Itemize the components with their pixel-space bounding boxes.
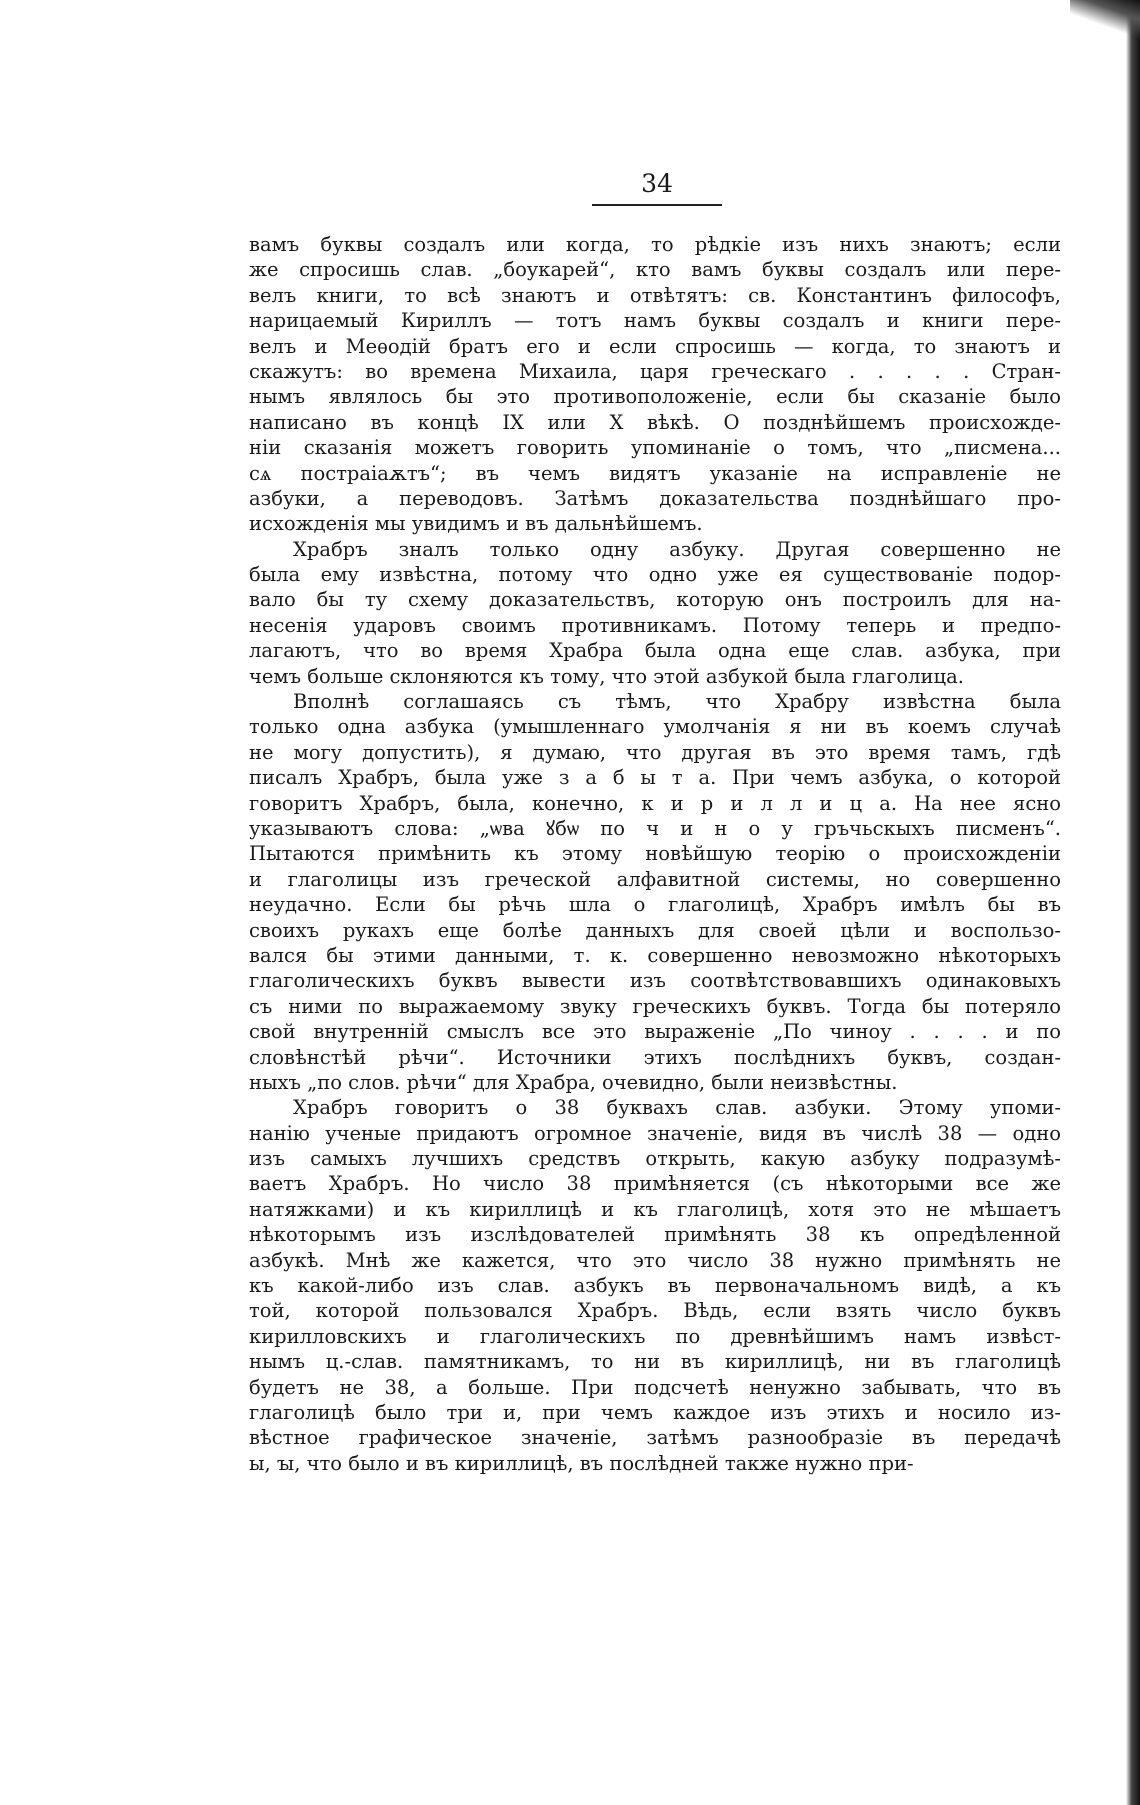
- text-line: велъ и Меѳодій братъ его и если спросишь — когда, то знаютъ и: [249, 334, 1061, 358]
- scan-edge: [1126, 0, 1140, 1805]
- body-text: [249, 232, 1061, 1476]
- text-line: была ему извѣстна, потому что одно уже ея существованіе подор-: [249, 563, 1061, 587]
- text-line: будетъ не 38, а больше. При подсчетѣ ненужно забывать, что въ: [249, 1375, 1061, 1399]
- text-line: говоритъ Храбръ, была, конечно, к и р и л л и ц а. На нее ясно: [249, 791, 1061, 815]
- text-line: съ ними по выражаемому звуку греческихъ буквъ. Тогда бы потеряло: [249, 994, 1061, 1018]
- text-line: указываютъ слова: „ѡва ꙋбѡ по ч и н о у гръчьскыхъ писменъ“.: [249, 816, 1061, 840]
- text-line: азбукѣ. Мнѣ же кажется, что это число 38 нужно примѣнять не: [249, 1248, 1061, 1272]
- text-line: вѣстное графическое значеніе, затѣмъ разнообразіе въ передачѣ: [249, 1426, 1061, 1450]
- text-line: и глаголицы изъ греческой алфавитной системы, но совершенно: [249, 867, 1061, 891]
- text-line: вался бы этими данными, т. к. совершенно невозможно нѣкоторыхъ: [249, 943, 1061, 967]
- text-line: ныхъ „по слов. рѣчи“ для Храбра, очевидно, были неизвѣстны.: [249, 1070, 898, 1094]
- text-line: писалъ Храбръ, была уже з а б ы т а. При чемъ азбука, о которой: [249, 766, 1061, 790]
- text-line: неудачно. Если бы рѣчь шла о глаголицѣ, Храбръ имѣлъ бы въ: [249, 893, 1061, 917]
- text-line: азбуки, а переводовъ. Затѣмъ доказательства позднѣйшаго про-: [249, 486, 1061, 510]
- scan-corner-shadow: [1070, 0, 1140, 40]
- text-line: несенія ударовъ своимъ противникамъ. Потому теперь и предпо-: [249, 613, 1061, 637]
- text-line: той, которой пользовался Храбръ. Вѣдь, если взять число буквъ: [249, 1299, 1061, 1323]
- text-line: изъ самыхъ лучшихъ средствъ открыть, какую азбуку подразумѣ-: [249, 1147, 1061, 1171]
- text-line: ніи сказанія можетъ говорить упоминаніе о томъ, что „писмена...: [249, 436, 1061, 460]
- text-line: глаголическихъ буквъ вывести изъ соотвѣтствовавшихъ одинаковыхъ: [249, 969, 1061, 993]
- text-line: ы, ꙑ, что было и въ кириллицѣ, въ послѣдней также нужно при-: [249, 1451, 914, 1475]
- text-line: свой внутренній смыслъ все это выраженіе „По чиноу . . . . и по: [249, 1020, 1061, 1044]
- text-line: не могу допустить), я думаю, что другая въ это время тамъ, гдѣ: [249, 740, 1061, 764]
- text-line: нѣкоторымъ изъ изслѣдователей примѣнять 38 къ опредѣленной: [249, 1223, 1061, 1247]
- text-line: Храбръ говоритъ о 38 буквахъ слав. азбуки. Этому упоми-: [293, 1096, 1061, 1120]
- text-line: исхожденія мы увидимъ и въ дальнѣйшемъ.: [249, 512, 703, 536]
- text-line: нанію ученые придаютъ огромное значеніе, видя въ числѣ 38 — одно: [249, 1121, 1061, 1145]
- text-line: къ какой-либо изъ слав. азбукъ въ первоначальномъ видѣ, а къ: [249, 1274, 1061, 1298]
- text-line: скажутъ: во времена Михаила, царя греческаго . . . . . Стран-: [249, 359, 1061, 383]
- text-line: ваетъ Храбръ. Но число 38 примѣняется (съ нѣкоторыми все же: [249, 1172, 1061, 1196]
- text-line: нарицаемый Кириллъ — тотъ намъ буквы создалъ и книги пере-: [249, 309, 1061, 333]
- page-number: 34: [641, 169, 673, 198]
- text-line: вало бы ту схему доказательствъ, которую онъ построилъ для на-: [249, 588, 1061, 612]
- text-line: словѣнстѣй рѣчи“. Источники этихъ послѣднихъ буквъ, создан-: [249, 1045, 1061, 1069]
- text-line: нымъ ц.-слав. памятникамъ, то ни въ кириллицѣ, ни въ глаголицѣ: [249, 1350, 1061, 1374]
- text-line: Пытаются примѣнить къ этому новѣйшую теорію о происхожденіи: [249, 842, 1061, 866]
- text-line: же спросишь слав. „боукарей“, кто вамъ буквы создалъ или пере-: [249, 258, 1061, 282]
- text-line: велъ книги, то всѣ знаютъ и отвѣтятъ: св. Константинъ философъ,: [249, 283, 1061, 307]
- text-line: сѧ постраіаѫтъ“; въ чемъ видятъ указаніе на исправленіе не: [249, 461, 1061, 485]
- text-line: лагаютъ, что во время Храбра была одна еще слав. азбука, при: [249, 639, 1061, 663]
- text-line: вамъ буквы создалъ или когда, то рѣдкіе изъ нихъ знаютъ; если: [249, 233, 1061, 256]
- text-line: Вполнѣ соглашаясь съ тѣмъ, что Храбру извѣстна была: [293, 690, 1061, 714]
- text-line: только одна азбука (умышленнаго умолчанія я ни въ коемъ случаѣ: [249, 715, 1061, 739]
- text-line: Храбръ зналъ только одну азбуку. Другая совершенно не: [293, 537, 1061, 561]
- text-line: натяжками) и къ кириллицѣ и къ глаголицѣ, хотя это не мѣшаетъ: [249, 1197, 1061, 1221]
- text-line: нымъ являлось бы это противоположеніе, если бы сказаніе было: [249, 385, 1061, 409]
- text-line: своихъ рукахъ еще болѣе данныхъ для своей цѣли и воспользо-: [249, 918, 1061, 942]
- text-line: чемъ больше склоняются къ тому, что этой азбукой была глаголица.: [249, 664, 964, 688]
- text-line: кирилловскихъ и глаголическихъ по древнѣйшимъ намъ извѣст-: [249, 1324, 1061, 1348]
- page-number-rule: [592, 204, 722, 206]
- text-line: написано въ концѣ IX или X вѣкѣ. О позднѣйшемъ происхожде-: [249, 410, 1061, 434]
- text-line: глаголицѣ было три и, при чемъ каждое изъ этихъ и носило из-: [249, 1400, 1061, 1424]
